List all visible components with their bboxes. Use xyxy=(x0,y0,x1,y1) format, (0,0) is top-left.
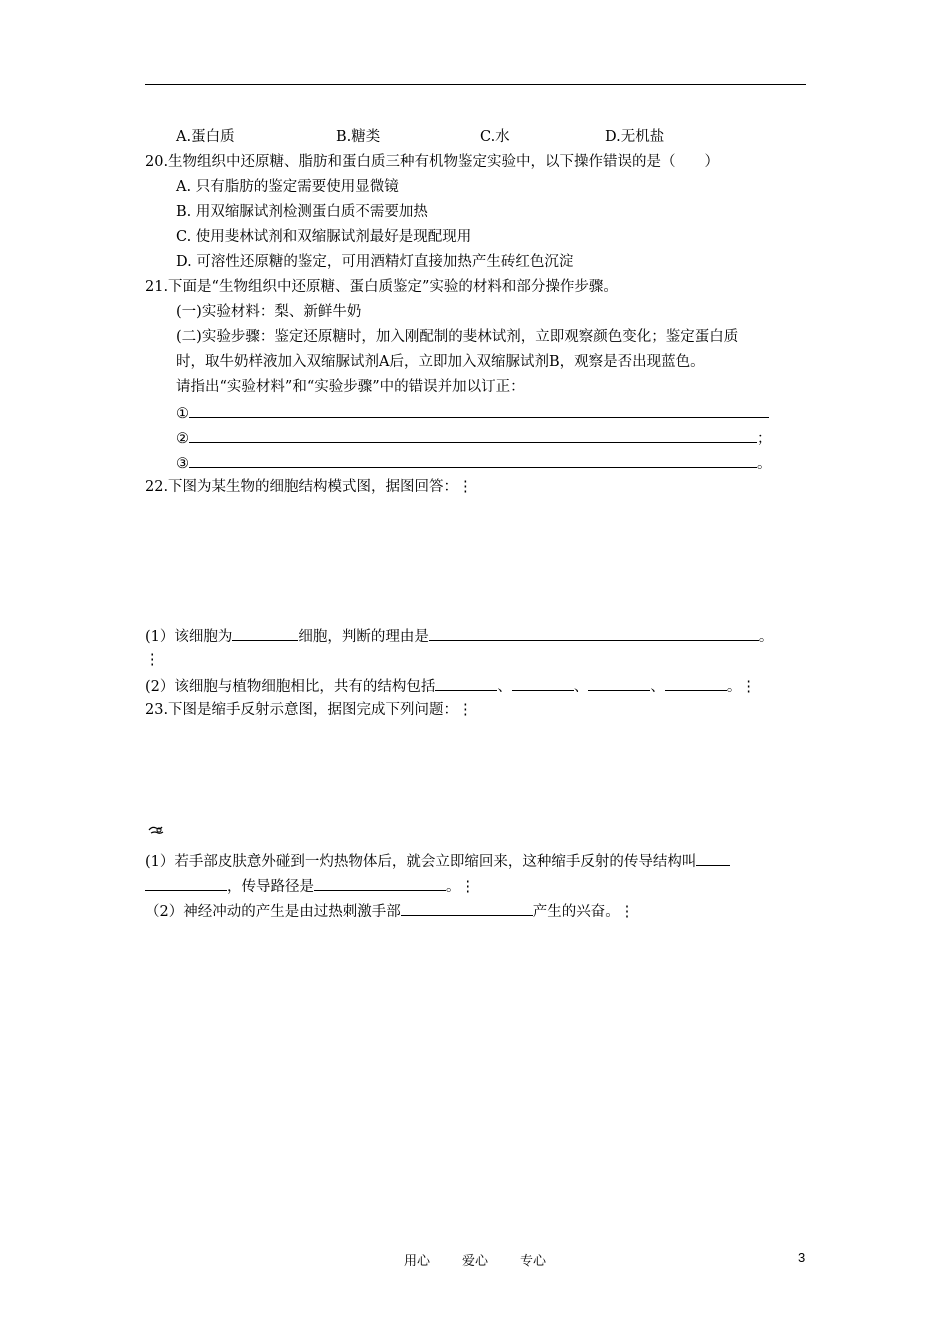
q23-blank-structure-start[interactable] xyxy=(696,851,730,866)
q22-part2-end: 。 xyxy=(726,679,742,695)
answer-number-3: ③ xyxy=(176,456,189,472)
page-number: 3 xyxy=(798,1250,806,1265)
q23-part2-text-b: 产生的兴奋。 xyxy=(532,904,620,920)
q23-blank-structure-end[interactable] xyxy=(145,876,227,891)
separator: 、 xyxy=(573,679,589,695)
broken-image-icon xyxy=(148,824,164,836)
q23-part2 xyxy=(145,901,634,921)
q23-part1-text-b: ，传导路径是 xyxy=(227,879,314,895)
q22-blank-reason[interactable] xyxy=(429,626,759,641)
q19-option-b: B.糖类 xyxy=(336,129,381,145)
semicolon: ； xyxy=(757,431,772,447)
q21-answer-2 xyxy=(176,428,772,448)
q22-part1-text-a: (1）该细胞为 xyxy=(145,629,233,645)
q23-blank-receptor[interactable] xyxy=(401,901,533,916)
q23-blank-path[interactable] xyxy=(314,876,446,891)
q22-blank-cell-type[interactable] xyxy=(232,626,298,641)
footer xyxy=(0,1250,950,1269)
q21-steps-line2: 时，取牛奶样液加入双缩脲试剂A后，立即加入双缩脲试剂B，观察是否出现蓝色。 xyxy=(176,354,705,370)
q20-option-d: D. 可溶性还原糖的鉴定，可用酒精灯直接加热产生砖红色沉淀 xyxy=(176,254,574,270)
q23-part1-line2 xyxy=(145,876,475,896)
q19-option-d: D.无机盐 xyxy=(605,129,665,145)
separator: 、 xyxy=(650,679,665,695)
marker: ⋮ xyxy=(460,879,475,895)
footer-text-2: 爱心 xyxy=(461,1254,488,1269)
marker: ⋮ xyxy=(145,652,160,668)
answer-number-2: ② xyxy=(176,431,189,447)
q21-stem: 21.下面是“生物组织中还原糖、蛋白质鉴定”实验的材料和部分操作步骤。 xyxy=(145,279,618,295)
q23-stem xyxy=(145,701,473,719)
q22-blank-structure-3[interactable] xyxy=(588,676,650,691)
q22-blank-structure-1[interactable] xyxy=(435,676,497,691)
marker: ⋮ xyxy=(458,479,473,495)
q22-part2 xyxy=(145,676,756,696)
answer-blank-2[interactable] xyxy=(189,428,757,443)
q20-option-b: B. 用双缩脲试剂检测蛋白质不需要加热 xyxy=(176,204,428,220)
footer-text-3: 专心 xyxy=(520,1254,547,1269)
q20-option-c: C. 使用斐林试剂和双缩脲试剂最好是现配现用 xyxy=(176,229,472,245)
q23-part1-line1 xyxy=(145,851,730,871)
period: 。 xyxy=(757,456,772,472)
q22-stem-text: 22.下图为某生物的细胞结构模式图，据图回答： xyxy=(145,479,459,495)
q20-option-a: A. 只有脂肪的鉴定需要使用显微镜 xyxy=(176,179,399,195)
q23-part1-text-a: (1）若手部皮肤意外碰到一灼热物体后，就会立即缩回来，这种缩手反射的传导结构叫 xyxy=(145,854,697,870)
answer-blank-1[interactable] xyxy=(189,403,769,418)
q22-part2-text: (2）该细胞与植物细胞相比，共有的结构包括 xyxy=(145,679,436,695)
q21-steps-line1: (二)实验步骤：鉴定还原糖时，加入刚配制的斐林试剂，立即观察颜色变化；鉴定蛋白质 xyxy=(176,329,739,345)
q21-materials: (一)实验材料：梨、新鲜牛奶 xyxy=(176,304,362,320)
header-rule xyxy=(145,84,806,85)
marker: ⋮ xyxy=(741,679,756,695)
marker: ⋮ xyxy=(619,904,635,920)
q19-option-c: C.水 xyxy=(480,129,510,145)
q22-part1-end: 。 xyxy=(758,629,774,645)
q22-part1-text-b: 细胞，判断的理由是 xyxy=(298,629,429,645)
q20-stem: 20.生物组织中还原糖、脂肪和蛋白质三种有机物鉴定实验中，以下操作错误的是（ ） xyxy=(145,154,720,170)
footer-text-1: 用心 xyxy=(403,1254,430,1269)
answer-number-1: ① xyxy=(176,406,189,422)
q23-part1-end: 。 xyxy=(446,879,461,895)
q21-prompt: 请指出“实验材料”和“实验步骤”中的错误并加以订正： xyxy=(176,379,525,395)
answer-blank-3[interactable] xyxy=(189,453,757,468)
q22-blank-structure-4[interactable] xyxy=(665,676,727,691)
marker: ⋮ xyxy=(458,702,473,718)
q22-stem xyxy=(145,478,473,496)
q22-blank-structure-2[interactable] xyxy=(512,676,574,691)
separator: 、 xyxy=(497,679,512,695)
q23-part2-text-a: （2）神经冲动的产生是由过热刺激手部 xyxy=(145,904,401,920)
q22-part1 xyxy=(145,626,773,646)
q21-answer-1 xyxy=(176,403,769,423)
q23-stem-text: 23.下图是缩手反射示意图，据图完成下列问题： xyxy=(145,702,459,718)
q19-option-a: A.蛋白质 xyxy=(176,129,235,145)
q21-answer-3 xyxy=(176,453,772,473)
